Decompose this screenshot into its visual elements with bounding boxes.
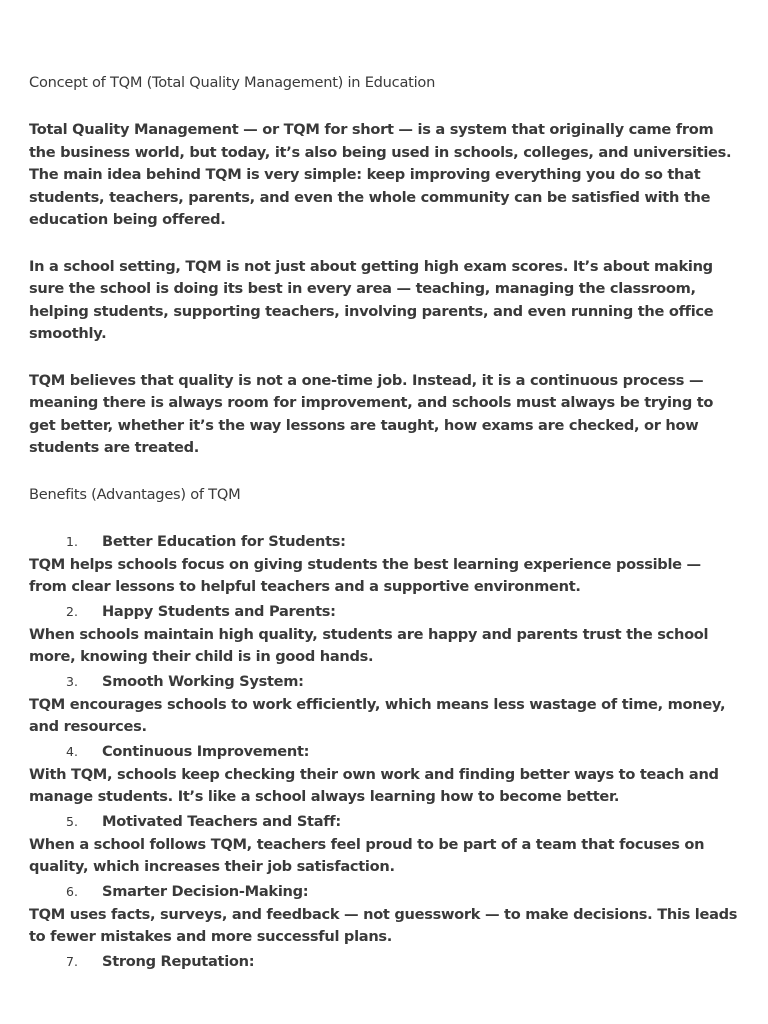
- benefit-item: [29, 671, 743, 739]
- benefit-item: [29, 741, 743, 809]
- benefit-number: 2.: [66, 603, 78, 619]
- benefit-description: TQM uses facts, surveys, and feedback — not guesswork — to make decisions. This leads to fewer mistakes and more successful plans.: [29, 905, 738, 945]
- benefit-description: With TQM, schools keep checking their own work and finding better ways to teach and manage students. It’s like a school always learning how to become better.: [29, 765, 719, 805]
- benefit-number: 1.: [66, 533, 78, 549]
- benefit-title: Smarter Decision-Making:: [102, 882, 309, 900]
- benefit-number: 7.: [66, 953, 78, 969]
- benefit-description: TQM encourages schools to work efficiently, which means less wastage of time, money, and resources.: [29, 695, 726, 735]
- benefits-heading: Benefits (Advantages) of TQM: [29, 485, 241, 503]
- benefit-description: TQM helps schools focus on giving students the best learning experience possible — from clear lessons to helpful teachers and a supportive environment.: [29, 555, 701, 595]
- benefit-title: Continuous Improvement:: [102, 742, 310, 760]
- school-setting-paragraph: In a school setting, TQM is not just about getting high exam scores. It’s about making sure the school is doing its best in every area — teaching, managing the classroom, helping students, supporting teachers, involving parents, and even running the office smoothly.: [29, 257, 714, 342]
- benefit-number: 5.: [66, 813, 78, 829]
- benefit-item: [29, 601, 743, 669]
- benefit-item: [29, 951, 743, 973]
- benefit-title: Motivated Teachers and Staff:: [102, 812, 341, 830]
- benefit-item: [29, 531, 743, 599]
- benefit-description: When schools maintain high quality, students are happy and parents trust the school more, knowing their child is in good hands.: [29, 625, 709, 665]
- benefit-number: 4.: [66, 743, 78, 759]
- benefit-number: 6.: [66, 883, 78, 899]
- benefit-title: Better Education for Students:: [102, 532, 346, 550]
- document-page: [29, 72, 743, 975]
- benefits-list: [29, 531, 743, 973]
- continuous-process-paragraph: TQM believes that quality is not a one-time job. Instead, it is a continuous process — meaning there is always room for improvement, and schools must always be trying to get better, whether it’s the way lessons are taught, how exams are checked, or how students are treated.: [29, 371, 714, 456]
- benefit-item: [29, 881, 743, 949]
- document-title: Concept of TQM (Total Quality Management) in Education: [29, 74, 436, 91]
- benefit-item: [29, 811, 743, 879]
- benefit-title: Smooth Working System:: [102, 672, 304, 690]
- benefit-description: When a school follows TQM, teachers feel proud to be part of a team that focuses on quality, which increases their job satisfaction.: [29, 835, 705, 875]
- benefit-number: 3.: [66, 673, 78, 689]
- benefit-title: Strong Reputation:: [102, 952, 255, 970]
- intro-paragraph: Total Quality Management — or TQM for short — is a system that originally came from the business world, but today, it’s also being used in schools, colleges, and universities. The main idea behind TQM is very simple: keep improving everything you do so that students, teachers, parents, and even the whole community can be satisfied with the education being offered.: [29, 121, 732, 228]
- benefit-title: Happy Students and Parents:: [102, 602, 336, 620]
